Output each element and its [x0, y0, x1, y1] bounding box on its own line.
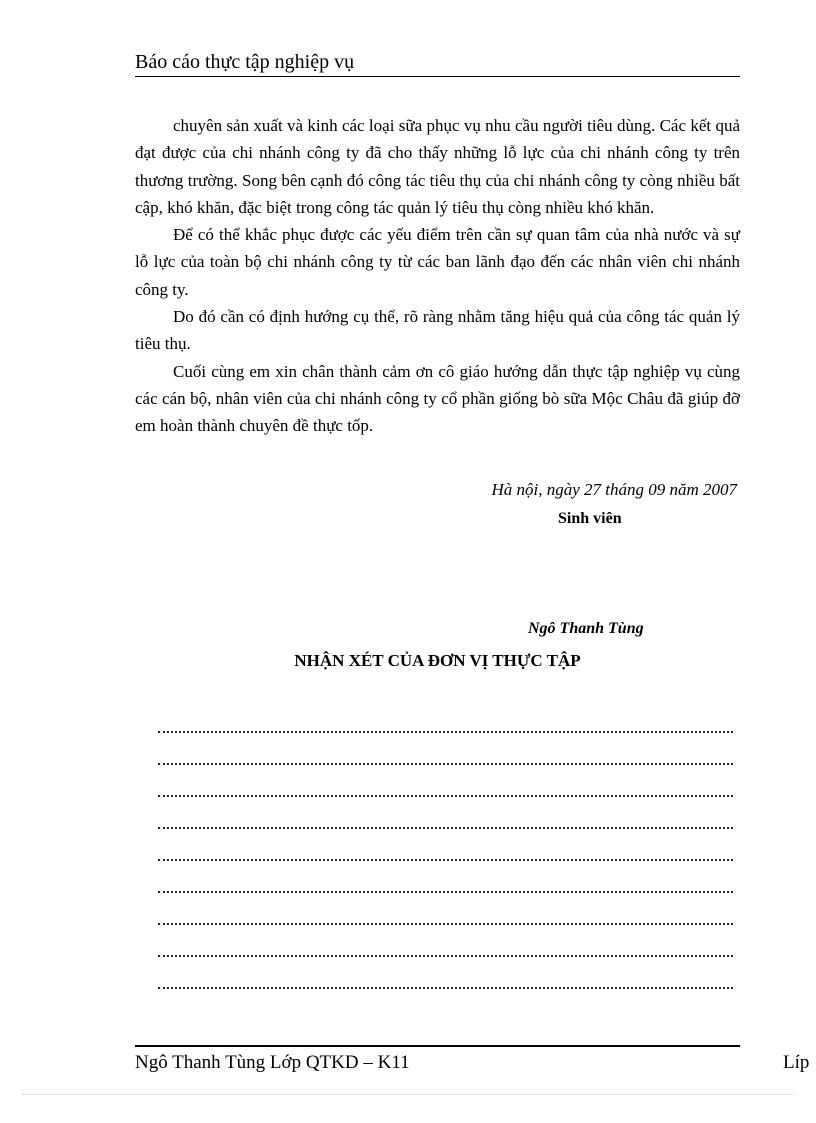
comment-line: [158, 812, 733, 844]
footer-divider: [135, 1045, 740, 1047]
header-title: Báo cáo thực tập nghiệp vụ: [135, 51, 355, 73]
paragraph-improvement: Để có thể khắc phục được các yếu điểm trên cần sự quan tâm của nhà nước và sự lỗ lực của toàn bộ chi nhánh công ty từ các ban lãnh đạo đến các nhân viên chi nhánh công ty.: [135, 225, 740, 299]
comment-line: [158, 972, 733, 1004]
comment-lines: [158, 716, 733, 1004]
signature-role: Sinh viên: [558, 510, 622, 527]
comment-line: [158, 876, 733, 908]
document-body: [135, 112, 740, 440]
comment-line: [158, 748, 733, 780]
signature-name: Ngô Thanh Tùng: [528, 620, 644, 637]
page-bottom-border: [22, 1094, 794, 1095]
footer-right-text: Líp: [783, 1052, 810, 1073]
comment-line: [158, 844, 733, 876]
comment-line: [158, 780, 733, 812]
paragraph-intro: chuyên sản xuất và kinh các loại sữa phục vụ nhu cầu người tiêu dùng. Các kết quả đạt được của chi nhánh công ty đã cho thấy những lỗ lực của chi nhánh công ty trên thương trường. Song bên cạnh đó công tác tiêu thụ của chi nhánh công ty còng nhiều bất cập, khó khăn, đặc biệt trong công tác quản lý tiêu thụ còng nhiều khó khăn.: [135, 116, 740, 217]
paragraph-direction: Do đó cần có định hướng cụ thể, rõ ràng nhằm tăng hiệu quả của công tác quản lý tiêu thụ.: [135, 307, 740, 354]
comment-line: [158, 716, 733, 748]
comment-line: [158, 908, 733, 940]
comment-line: [158, 940, 733, 972]
paragraph-thanks: Cuối cùng em xin chân thành cảm ơn cô giáo hướng dẫn thực tập nghiệp vụ cùng các cán bộ, nhân viên của chi nhánh công ty cổ phần giống bò sữa Mộc Châu đã giúp đỡ em hoàn thành chuyên đề thực tốp.: [135, 361, 740, 436]
section-title: NHẬN XÉT CỦA ĐƠN VỊ THỰC TẬP: [294, 651, 581, 670]
page-header: [135, 50, 740, 77]
signature-date: Hà nội, ngày 27 tháng 09 năm 2007: [491, 480, 737, 499]
footer-author-class: Ngô Thanh Tùng Lớp QTKD – K11: [135, 1052, 410, 1073]
